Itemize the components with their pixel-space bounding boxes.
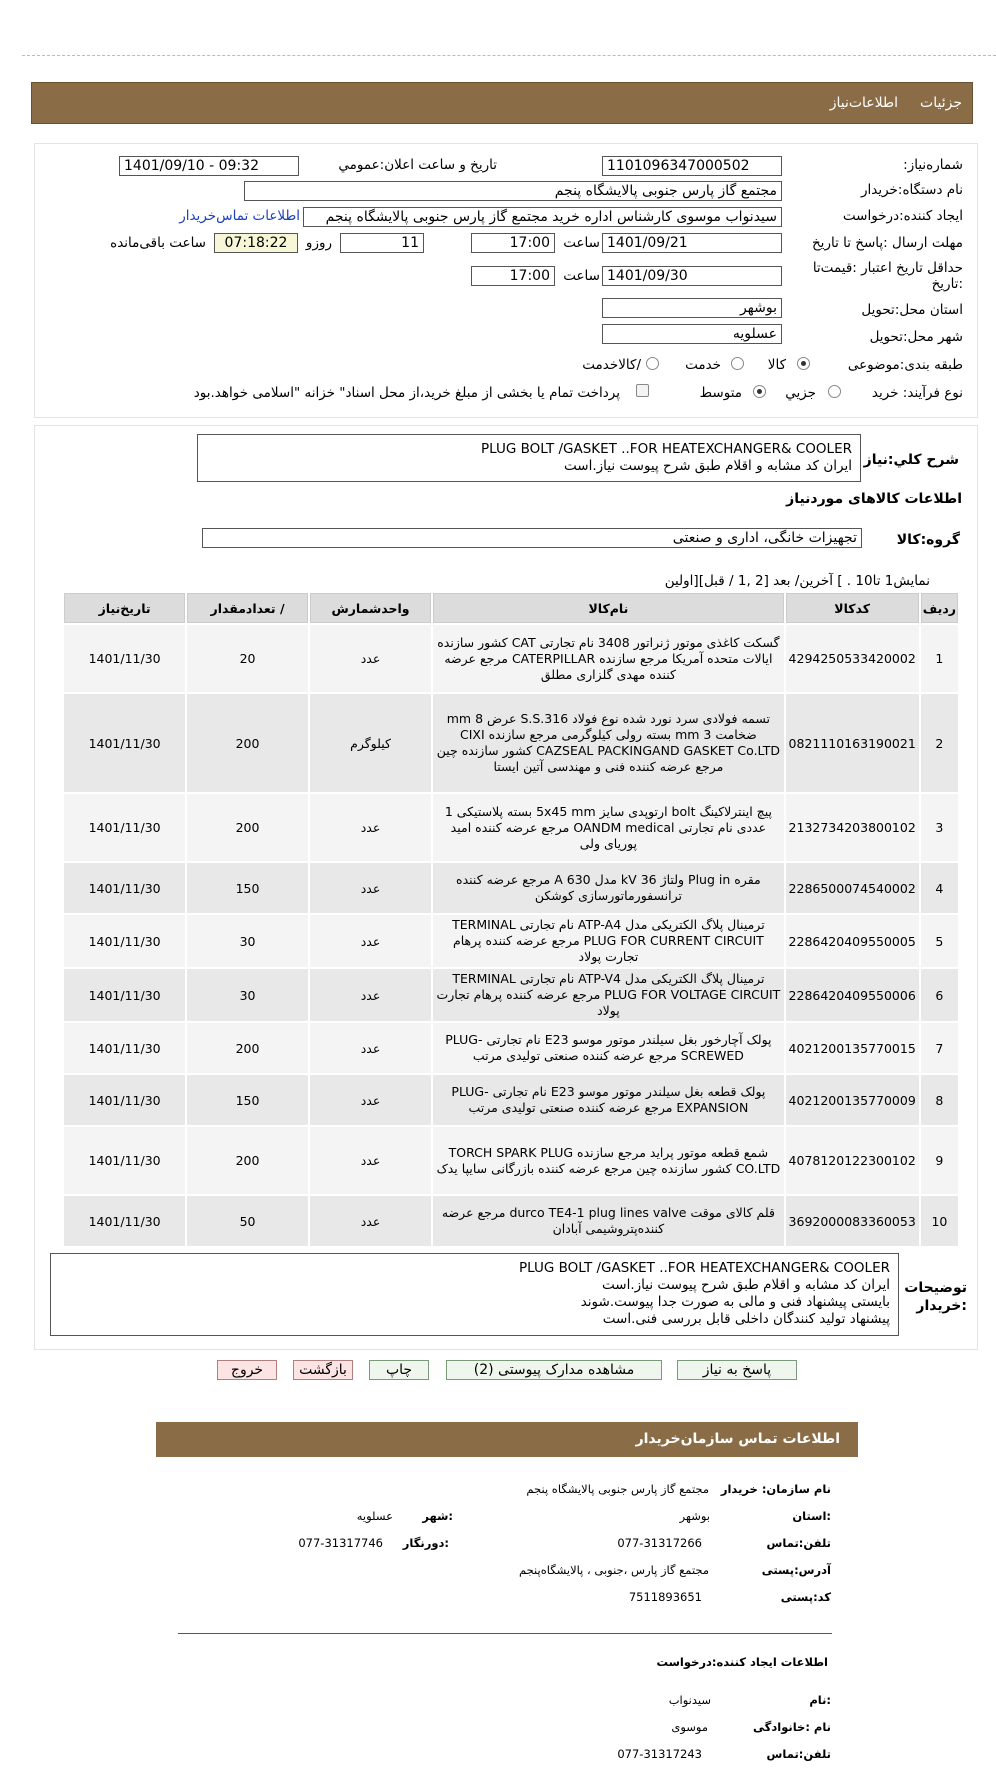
item-qty: 200 [187,1127,308,1194]
item-name: شمع قطعه موتور پراید مرجع سازنده TORCH SPARK PLUG CO.LTD کشور سازنده چین مرجع عرضه کننده بازرگانی سایپا یدک [433,1127,783,1194]
validity-label-2: :تاریخ [931,276,963,292]
item-unit: عدد [310,1023,431,1073]
item-code: 3692000083360053 [786,1196,919,1246]
buyer-notes-box [50,1253,899,1336]
row-number: 1 [921,625,958,692]
deadline-time-label: ساعت [563,235,600,251]
validity-date-field: 1401/09/30 [602,266,782,286]
tab-need-info[interactable]: اطلاعات‌نیاز [829,95,899,111]
deadline-label: مهلت ارسال :پاسخ تا تاریخ [811,235,963,251]
process-partial-radio[interactable] [828,385,841,398]
contact-fax-label: :دورنگار [402,1536,449,1550]
col-qty: / تعدادمقدار [187,593,308,623]
category-both-radio[interactable] [646,357,659,370]
summary-line-2: ایران کد مشابه و اقلام طبق شرح پیوست نیاز.است [564,458,852,474]
requester-field: سیدنواب موسوی کارشناس اداره خرید مجتمع گاز پارس جنوبی پالایشگاه پنجم [303,207,782,227]
col-unit: واحدشمارش [310,593,431,623]
item-date: 1401/11/30 [64,694,185,792]
item-qty: 150 [187,1075,308,1125]
table-row[interactable] [64,794,958,861]
validity-time-label: ساعت [563,268,600,284]
payment-note: پرداخت تمام یا بخشی از مبلغ خرید،از محل اسناد" خزانه "اسلامی خواهد.بود [193,385,620,401]
item-unit: عدد [310,863,431,913]
item-date: 1401/11/30 [64,794,185,861]
creator-family-value: موسوی [671,1720,708,1734]
city-field: عسلویه [602,324,782,344]
goods-group-label: گروه:کالا [896,532,960,548]
item-unit: عدد [310,969,431,1021]
city-label: شهر محل:تحویل [869,329,963,345]
contact-org-label: نام سازمان: خریدار [720,1482,831,1496]
item-name: تسمه فولادی سرد نورد شده نوع فولاد S.S.316 عرض 8 mm ضخامت 3 mm بسته رولی کیلوگرمی مرجع سازنده CIXI CAZSEAL PACKINGAND GASKET Co.LTD کشور سازنده چین مرجع عرضه کننده فنی و مهندسی آتین ایستا [433,694,783,792]
item-code: 2132734203800102 [786,794,919,861]
item-qty: 200 [187,794,308,861]
deadline-time-field: 17:00 [471,233,555,253]
item-name: پولک آچارخور بغل سیلندر موتور موسو E23 نام تجارتی PLUG-SCREWED مرجع عرضه کننده صنعتی تولیدی مرتب [433,1023,783,1073]
process-medium-radio[interactable] [753,385,766,398]
item-unit: عدد [310,625,431,692]
remaining-timer: 07:18:22 [214,233,298,253]
table-header-row [64,593,958,623]
category-both-label: /کالاخدمت [582,357,641,373]
contact-phone-value: 077-31317266 [617,1536,702,1550]
item-name: مقره Plug in ولتاژ 36 kV مدل 630 A مرجع عرضه کننده ترانسفورماتورسازی کوشکن [433,863,783,913]
exit-button[interactable]: خروج [217,1360,277,1380]
buyer-org-field: مجتمع گاز پارس جنوبی پالایشگاه پنجم [244,181,782,201]
requester-label: ایجاد کننده:درخواست [842,208,963,224]
category-service-label: خدمت [685,357,721,373]
item-name: پولک قطعه بغل سیلندر موتور موسو E23 نام تجارتی PLUG-EXPANSION مرجع عرضه کننده صنعتی تولیدی مرتب [433,1075,783,1125]
item-name: گسکت کاغذی موتور ژنراتور 3408 نام تجارتی CAT کشور سازنده ایالات متحده آمریکا مرجع سازنده CATERPILLAR مرجع عرضه کننده مهدی گلزاری مطلق [433,625,783,692]
item-date: 1401/11/30 [64,863,185,913]
buyer-notes-label-2: :خریدار [916,1298,967,1314]
row-number: 3 [921,794,958,861]
row-number: 6 [921,969,958,1021]
need-number-label: شماره‌نیاز: [903,157,963,173]
validity-label: حداقل تاریخ اعتبار :قیمت‌تا [812,260,963,276]
table-row[interactable] [64,969,958,1021]
item-unit: عدد [310,915,431,967]
col-code: کدکالا [786,593,919,623]
item-qty: 30 [187,915,308,967]
announce-label: تاریخ و ساعت اعلان:عمومي [338,157,497,173]
item-date: 1401/11/30 [64,1196,185,1246]
creator-family-label: نام :خانوادگی [753,1720,831,1734]
item-name: پیچ اینترلاکینگ bolt ارتوپدی سایز 5x45 mm بسته پلاستیکی 1 عددی نام تجارتی OANDM medical مرجع عرضه کننده امید پوریای ولی [433,794,783,861]
contact-address-value: مجتمع گاز پارس ،جنوبی ، پالایشگاه‌پنجم [518,1563,709,1577]
deadline-date-field: 1401/09/21 [602,233,782,253]
item-unit: عدد [310,1075,431,1125]
item-date: 1401/11/30 [64,969,185,1021]
contact-header: اطلاعات تماس سازمان‌خریدار [156,1422,858,1457]
summary-box [197,434,861,482]
category-service-radio[interactable] [731,357,744,370]
creator-name-label: :نام [809,1693,831,1707]
creator-title: اطلاعات ایجاد کننده:درخواست [656,1655,828,1669]
summary-label: شرح کلي:نياز [863,452,959,468]
buyer-notes-label: توضیحات [904,1280,967,1296]
table-row[interactable] [64,625,958,692]
row-number: 9 [921,1127,958,1194]
table-row[interactable] [64,1075,958,1125]
back-button[interactable]: بازگشت [293,1360,353,1380]
col-date: تاریخ‌نیاز [64,593,185,623]
creator-name-value: سیدنواب [668,1693,711,1707]
item-code: 4078120122300102 [786,1127,919,1194]
validity-time-field: 17:00 [471,266,555,286]
table-row[interactable] [64,863,958,913]
item-date: 1401/11/30 [64,1127,185,1194]
buyer-contact-link[interactable]: اطلاعات تماس‌خریدار [179,208,300,224]
item-unit: عدد [310,1196,431,1246]
province-label: استان محل:تحویل [861,302,963,318]
item-code: 4021200135770009 [786,1075,919,1125]
remaining-label: ساعت باقی‌مانده [110,235,206,251]
row-number: 2 [921,694,958,792]
buyer-org-label: نام دستگاه:خریدار [860,182,963,198]
contact-city-value: عسلویه [356,1509,393,1523]
goods-group-field: تجهیزات خانگی، اداری و صنعتی [202,528,862,548]
items-table [62,591,960,1248]
item-date: 1401/11/30 [64,1023,185,1073]
buyer-notes-line-4: پیشنهاد تولید کنندگان داخلی قابل بررسی فنی.است [602,1311,890,1327]
contact-fax-value: 077-31317746 [298,1536,383,1550]
category-goods-label: کالا [767,357,786,373]
days-field: 11 [340,233,424,253]
item-qty: 50 [187,1196,308,1246]
item-code: 0821110163190021 [786,694,919,792]
contact-postal-label: کد:پستی [780,1590,831,1604]
item-code: 2286420409550005 [786,915,919,967]
table-row[interactable] [64,694,958,792]
contact-province-value: بوشهر [679,1509,710,1523]
creator-phone-value: 077-31317243 [617,1747,702,1761]
tab-details[interactable]: جزئیات [920,95,962,111]
process-medium-label: متوسط [699,385,742,401]
table-row[interactable] [64,915,958,967]
process-partial-label: جزیي [785,385,816,401]
buyer-notes-line-3: بایستی پیشنهاد فنی و مالی به صورت جدا پیوست.شوند [580,1294,890,1310]
buyer-notes-line-1: PLUG BOLT /GASKET ..FOR HEATEXCHANGER& COOLER [519,1260,890,1276]
reply-button[interactable]: پاسخ به نیاز [677,1360,797,1380]
item-code: 2286420409550006 [786,969,919,1021]
item-code: 4021200135770015 [786,1023,919,1073]
payment-checkbox[interactable] [636,384,649,397]
announce-date-field: 1401/09/10 - 09:32 [119,156,299,176]
row-number: 7 [921,1023,958,1073]
col-name: نام‌کالا [433,593,783,623]
item-unit: عدد [310,1127,431,1194]
pagination[interactable]: نمایش1 تا10 . ] آخرین/ بعد [2 ,1 / قبل][اولین [664,573,930,589]
top-divider [22,55,996,56]
item-date: 1401/11/30 [64,1075,185,1125]
item-qty: 30 [187,969,308,1021]
header-bar [31,82,973,124]
item-name: قلم کالای موقت durco TE4-1 plug lines valve مرجع عرضه کننده‌پتروشیمی آبادان [433,1196,783,1246]
item-code: 2286500074540002 [786,863,919,913]
item-code: 4294250533420002 [786,625,919,692]
table-row[interactable] [64,1127,958,1194]
contact-postal-value: 7511893651 [628,1590,702,1604]
category-label: طبقه بندی:موضوعی [847,357,963,373]
item-date: 1401/11/30 [64,625,185,692]
item-date: 1401/11/30 [64,915,185,967]
buyer-notes-line-2: ایران کد مشابه و اقلام طبق شرح پیوست نیاز.است [602,1277,890,1293]
contact-city-label: :شهر [422,1509,453,1523]
process-label: نوع فرآیند: خرید [871,385,963,401]
item-unit: کیلوگرم [310,694,431,792]
goods-title: اطلاعات کالاهای موردنیاز [786,491,962,507]
row-number: 10 [921,1196,958,1246]
row-number: 8 [921,1075,958,1125]
category-goods-radio[interactable] [797,357,810,370]
need-number-field: 1101096347000502 [602,156,782,176]
item-name: ترمینال پلاگ الکتریکی مدل ATP-V4 نام تجارتی TERMINAL PLUG FOR VOLTAGE CIRCUIT مرجع عرضه کننده پرهام تجارت پولاد [433,969,783,1021]
row-number: 4 [921,863,958,913]
days-label: روزو [305,235,332,251]
creator-phone-label: تلفن:تماس [766,1747,831,1761]
print-button[interactable]: چاپ [369,1360,429,1380]
table-row[interactable] [64,1023,958,1073]
item-qty: 150 [187,863,308,913]
contact-divider [178,1633,832,1634]
item-qty: 200 [187,1023,308,1073]
item-qty: 20 [187,625,308,692]
contact-province-label: :استان [792,1509,831,1523]
item-qty: 200 [187,694,308,792]
item-name: ترمینال پلاگ الکتریکی مدل ATP-A4 نام تجارتی TERMINAL PLUG FOR CURRENT CIRCUIT مرجع عرضه کننده پرهام تجارت پولاد [433,915,783,967]
summary-line-1: PLUG BOLT /GASKET ..FOR HEATEXCHANGER& COOLER [481,441,852,457]
contact-org-value: مجتمع گاز پارس جنوبی پالایشگاه پنجم [526,1482,709,1496]
item-unit: عدد [310,794,431,861]
col-row: ردیف [921,593,958,623]
province-field: بوشهر [602,298,782,318]
contact-address-label: آدرس:پستی [761,1563,831,1577]
attachments-button[interactable]: مشاهده مدارک پیوستی (2) [446,1360,662,1380]
row-number: 5 [921,915,958,967]
contact-phone-label: تلفن:تماس [766,1536,831,1550]
table-row[interactable] [64,1196,958,1246]
